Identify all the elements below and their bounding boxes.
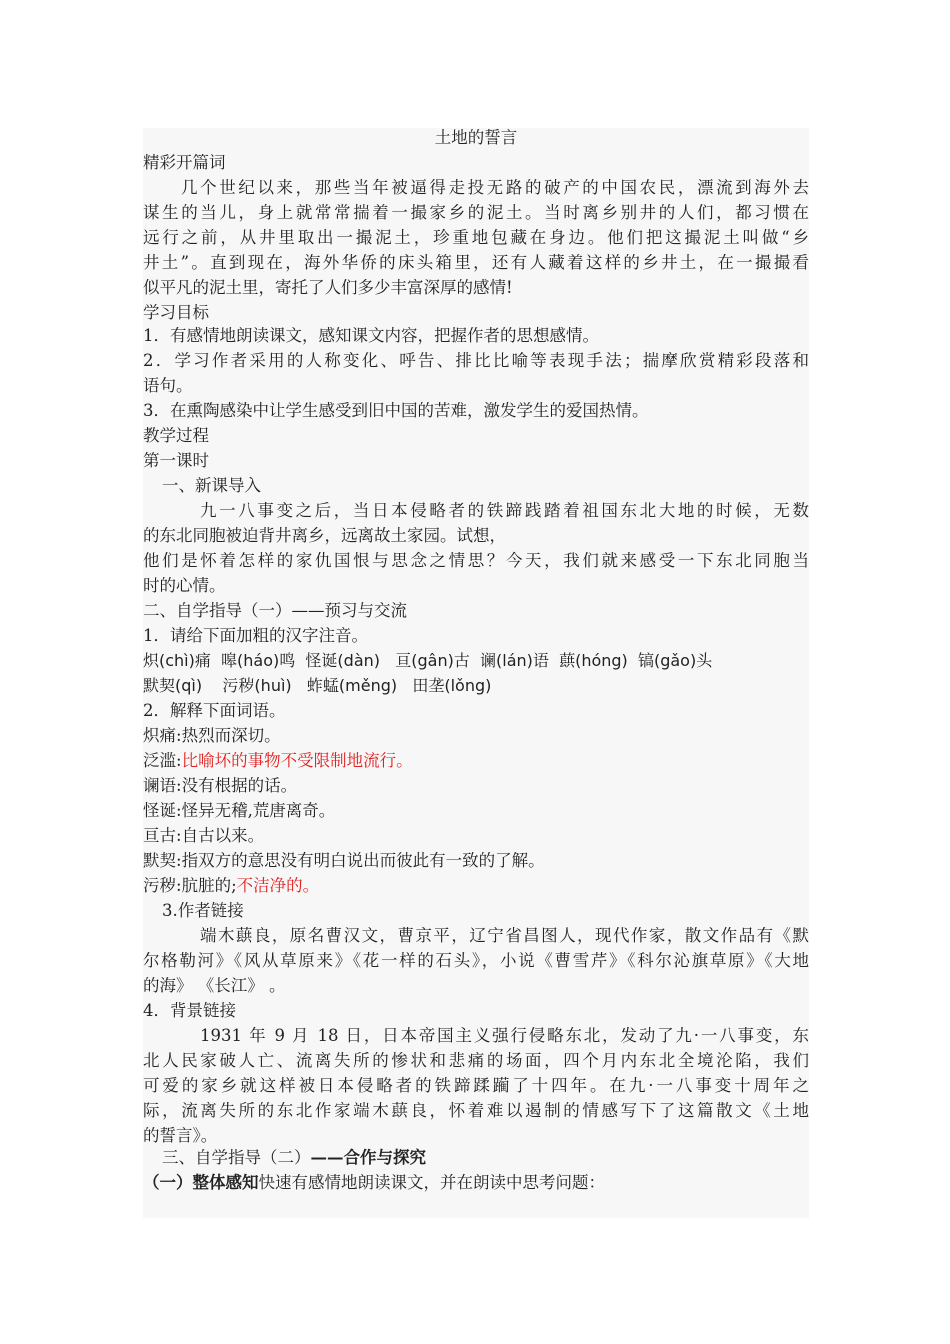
definition-term: 怪诞:: [143, 801, 182, 820]
definition-item: [143, 873, 809, 898]
intro-line: 时的心情。: [143, 576, 226, 595]
intro-line: 的东北同胞被迫背井离乡，远离故土家园。试想，: [143, 526, 506, 545]
definition-item: [143, 773, 809, 798]
intro-line: 他们是怀着怎样的家仇国恨与思念之情思？今天，我们就来感受一下东北同胞当: [143, 551, 809, 570]
question-4: 4．背景链接: [143, 1001, 236, 1020]
section-1-heading: （一）整体感知: [143, 1173, 259, 1192]
definition-term: 泛滥:: [143, 751, 182, 770]
opening-line: 几个世纪以来，那些当年被逼得走投无路的破产的中国农民，漂流到海外去: [181, 178, 809, 197]
process-heading: 教学过程: [143, 426, 209, 445]
definition-text: 肮脏的;: [181, 876, 237, 895]
definition-term: 默契:: [143, 851, 182, 870]
definition-text: 热烈而深切。: [181, 726, 281, 745]
guide2-prefix: 三、自学指导（二）: [162, 1148, 311, 1167]
definition-item: [143, 748, 809, 773]
definition-text: 自古以来。: [181, 826, 265, 845]
definition-item: [143, 823, 809, 848]
background-line: 际，流离失所的东北作家端木蕻良，怀着难以遏制的情感写下了这篇散文《土地: [143, 1101, 809, 1120]
background-line: 可爱的家乡就这样被日本侵略者的铁蹄蹂躏了十四年。在九·一八事变十周年之: [143, 1076, 809, 1095]
lesson-label: 第一课时: [143, 451, 209, 470]
definition-term: 污秽:: [143, 876, 182, 895]
goal-item: 2．学习作者采用的人称变化、呼告、排比比喻等表现手法；揣摩欣赏精彩段落和: [143, 351, 809, 370]
opening-heading: 精彩开篇词: [143, 153, 226, 172]
goal-item: 1．有感情地朗读课文，感知课文内容，把握作者的思想感情。: [143, 326, 599, 345]
question-2: 2．解释下面词语。: [143, 701, 286, 720]
opening-line: 谋生的当儿，身上就常常揣着一撮家乡的泥土。当时离乡别井的人们，都习惯在: [143, 203, 809, 222]
guide2-bold: ——合作与探究: [310, 1148, 426, 1167]
document-title: 土地的誓言: [434, 128, 518, 147]
definition-text: 比喻坏的事物不受限制地流行。: [181, 751, 413, 770]
background-line: 1931 年 9 月 18 日，日本帝国主义强行侵略东北，发动了九·一八事变，东: [200, 1026, 809, 1045]
question-1: 1．请给下面加粗的汉字注音。: [143, 626, 368, 645]
pinyin-line: 炽(chì)痛 嗥(háo)鸣 怪诞(dàn) 亘(gân)古 谰(lán)语 蕻(hóng) 镐(gǎo)头: [143, 651, 713, 670]
definition-text: 怪异无稽,荒唐离奇。: [181, 801, 336, 820]
definition-term: 谰语:: [143, 776, 182, 795]
guide1-heading: 二、自学指导（一）——预习与交流: [143, 601, 407, 620]
definition-text-highlight: 不洁净的。: [236, 876, 320, 895]
definition-term: 亘古:: [143, 826, 182, 845]
definition-item: [143, 723, 809, 748]
author-line: 的海》 《长江》 。: [143, 976, 286, 995]
goals-heading: 学习目标: [143, 303, 209, 322]
pinyin-line: 默契(qì) 污秽(huì) 蚱蜢(měng) 田垄(lǒng): [143, 676, 492, 695]
background-line: 北人民家破人亡、流离失所的惨状和悲痛的场面，四个月内东北全境沦陷，我们: [143, 1051, 809, 1070]
author-line: 尔格勒河》《风从草原来》《花一样的石头》，小说《曹雪芹》《科尔沁旗草原》《大地: [143, 951, 809, 970]
definition-item: [143, 848, 809, 873]
intro-line: 九一八事变之后，当日本侵略者的铁蹄践踏着祖国东北大地的时候，无数: [200, 501, 809, 520]
definition-text: 指双方的意思没有明白说出而彼此有一致的了解。: [181, 851, 545, 870]
section-1-text: 快速有感情地朗读课文，并在朗读中思考问题：: [258, 1173, 605, 1192]
opening-line: 似平凡的泥土里，寄托了人们多少丰富深厚的感情!: [143, 278, 513, 297]
opening-line: 远行之前，从井里取出一撮泥土，珍重地包藏在身边。他们把这撮泥土叫做“乡: [143, 228, 809, 247]
author-line: 端木蕻良，原名曹汉文，曹京平，辽宁省昌图人，现代作家，散文作品有《默: [200, 926, 809, 945]
intro-heading: 一、新课导入: [162, 476, 261, 495]
section-1: [143, 1170, 809, 1195]
guide2-heading: [162, 1145, 828, 1170]
question-3: 3.作者链接: [162, 901, 244, 920]
definition-item: [143, 798, 809, 823]
goal-item: 3．在熏陶感染中让学生感受到旧中国的苦难，激发学生的爱国热情。: [143, 401, 649, 420]
goal-item: 语句。: [143, 376, 193, 395]
background-line: 的誓言》。: [143, 1126, 218, 1145]
definition-term: 炽痛:: [143, 726, 182, 745]
opening-line: 井土”。直到现在，海外华侨的床头箱里，还有人藏着这样的乡井土，在一撮撮看: [143, 253, 809, 272]
definition-text: 没有根据的话。: [181, 776, 298, 795]
